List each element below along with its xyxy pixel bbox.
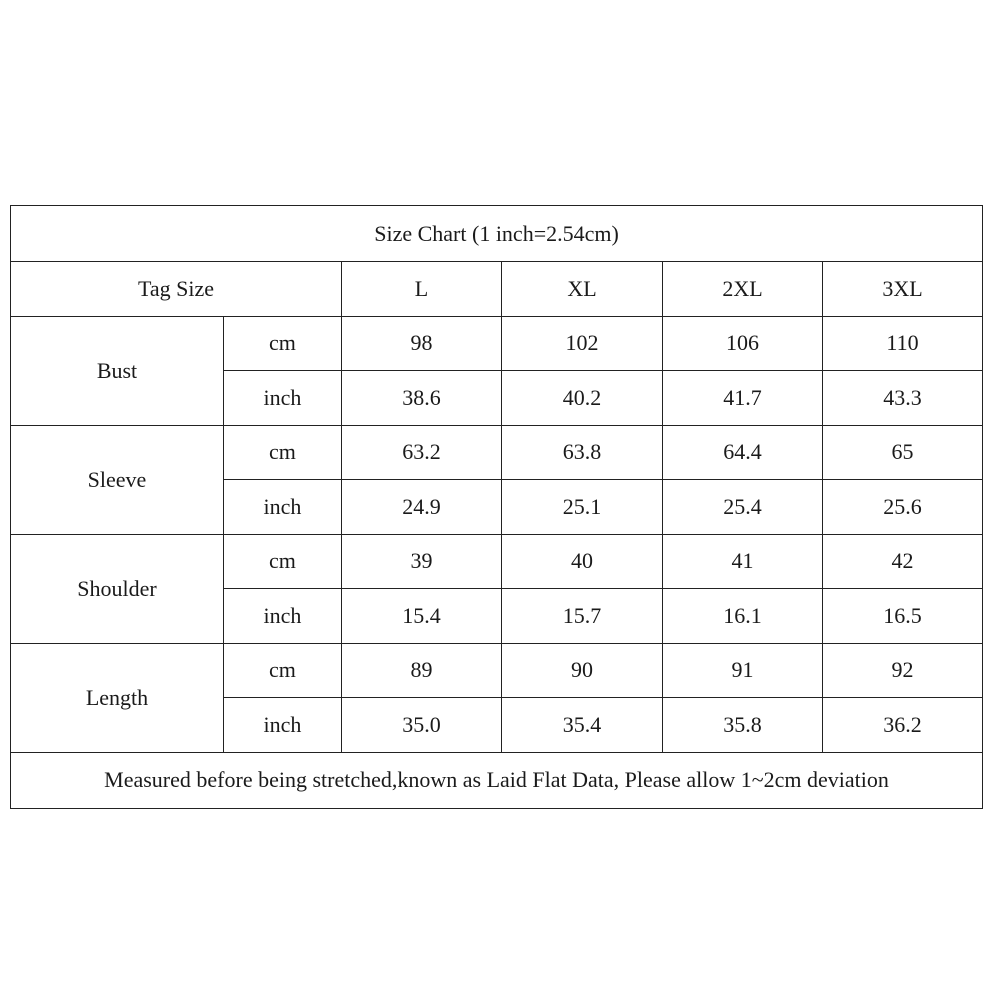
title-row	[11, 206, 983, 262]
value-cell: 35.4	[502, 698, 663, 753]
value-cell: 16.5	[823, 589, 983, 644]
value-cell: 35.8	[663, 698, 823, 753]
value-cell: 92	[823, 643, 983, 698]
size-header-l: L	[342, 262, 502, 317]
unit-cell: inch	[224, 371, 342, 426]
unit-cell: cm	[224, 316, 342, 371]
value-cell: 42	[823, 534, 983, 589]
value-cell: 16.1	[663, 589, 823, 644]
header-row	[11, 262, 983, 317]
value-cell: 102	[502, 316, 663, 371]
size-chart-table	[10, 205, 983, 809]
table-row	[11, 316, 983, 371]
value-cell: 63.8	[502, 425, 663, 480]
value-cell: 41.7	[663, 371, 823, 426]
measurement-name-sleeve: Sleeve	[11, 425, 224, 534]
unit-cell: cm	[224, 534, 342, 589]
measurement-name-bust: Bust	[11, 316, 224, 425]
size-header-2xl: 2XL	[663, 262, 823, 317]
value-cell: 65	[823, 425, 983, 480]
value-cell: 15.4	[342, 589, 502, 644]
measurement-name-shoulder: Shoulder	[11, 534, 224, 643]
value-cell: 38.6	[342, 371, 502, 426]
value-cell: 36.2	[823, 698, 983, 753]
value-cell: 40	[502, 534, 663, 589]
table-row	[11, 425, 983, 480]
value-cell: 89	[342, 643, 502, 698]
value-cell: 25.1	[502, 480, 663, 535]
value-cell: 98	[342, 316, 502, 371]
value-cell: 24.9	[342, 480, 502, 535]
tag-size-label: Tag Size	[11, 262, 342, 317]
size-header-xl: XL	[502, 262, 663, 317]
measurement-name-length: Length	[11, 643, 224, 752]
table-row	[11, 643, 983, 698]
value-cell: 110	[823, 316, 983, 371]
value-cell: 106	[663, 316, 823, 371]
table-title: Size Chart (1 inch=2.54cm)	[11, 206, 983, 262]
value-cell: 25.4	[663, 480, 823, 535]
value-cell: 15.7	[502, 589, 663, 644]
value-cell: 91	[663, 643, 823, 698]
unit-cell: inch	[224, 589, 342, 644]
value-cell: 63.2	[342, 425, 502, 480]
unit-cell: inch	[224, 480, 342, 535]
value-cell: 35.0	[342, 698, 502, 753]
note-row	[11, 752, 983, 808]
size-header-3xl: 3XL	[823, 262, 983, 317]
unit-cell: cm	[224, 643, 342, 698]
value-cell: 25.6	[823, 480, 983, 535]
value-cell: 39	[342, 534, 502, 589]
value-cell: 41	[663, 534, 823, 589]
unit-cell: cm	[224, 425, 342, 480]
value-cell: 40.2	[502, 371, 663, 426]
value-cell: 43.3	[823, 371, 983, 426]
table-row	[11, 534, 983, 589]
value-cell: 90	[502, 643, 663, 698]
unit-cell: inch	[224, 698, 342, 753]
value-cell: 64.4	[663, 425, 823, 480]
table-note: Measured before being stretched,known as Laid Flat Data, Please allow 1~2cm deviation	[11, 752, 983, 808]
